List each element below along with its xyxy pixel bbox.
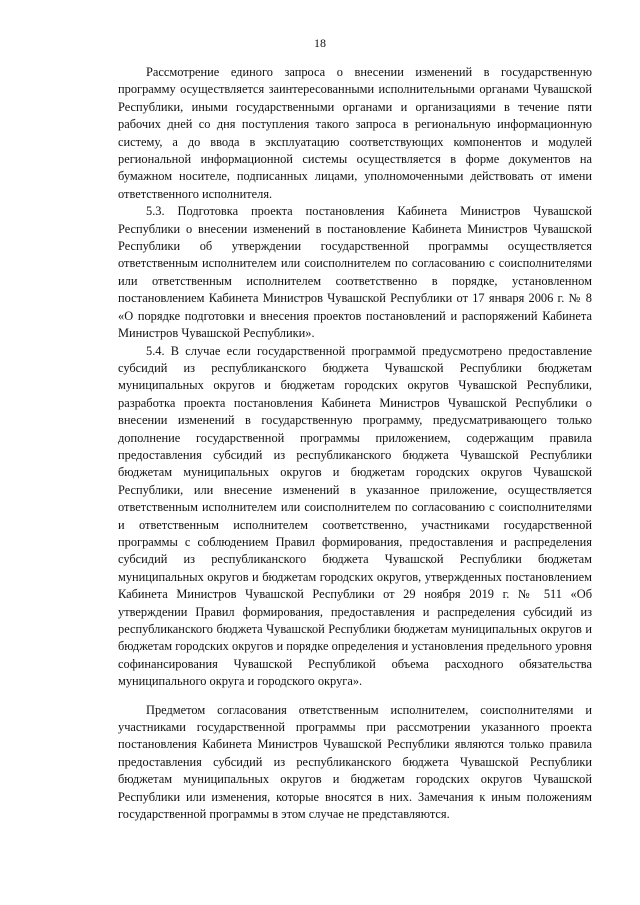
paragraph-query-review: Рассмотрение единого запроса о внесении изменений в государственную программу осуществляется заинтересованными исполнительными органами Чувашской Республики, иными государственными органами и организациями в течение пяти рабочих дней со дня поступления такого запроса в региональную информационную систему, а до ввода в эксплуатацию соответствующих компонентов и модулей региональной информационной системы осуществляется в форме документов на бумажном носителе, подписанных лицами, уполномоченными действовать от имени ответственного исполнителя.: [118, 65, 592, 201]
page-number: 18: [314, 36, 326, 50]
paragraph-5-3: 5.3. Подготовка проекта постановления Кабинета Министров Чувашской Республики о внесении изменений в постановление Кабинета Министров Чувашской Республики об утверждении государственной программы осуществляется ответственным исполнителем или соисполнителем по согласованию с соисполнителями или ответственным исполнителем соответственно в порядке, установленном постановлением Кабинета Министров Чувашской Республики от 17 января 2006 г. № 8 «О порядке подготовки и внесения проектов постановлений и распоряжений Кабинета Министров Чувашской Республики».: [118, 204, 592, 341]
document-body: [118, 64, 592, 823]
paragraph-5-4: 5.4. В случае если государственной программой предусмотрено предоставление субсидий из республиканского бюджета Чувашской Республики бюджетам муниципальных округов и бюджетам городских округов Чувашской Республики, разработка проекта постановления Кабинета Министров Чувашской Республики о внесении изменений в государственную программу, предусматривающего только дополнение государственной программы приложением, содержащим правила предоставления субсидий из республиканского бюджета Чувашской Республики бюджетам муниципальных округов и бюджетам городских округов Чувашской Республики, или внесение изменений в указанное приложение, осуществляется ответственным исполнителем или соисполнителем по согласованию с соисполнителями и ответственным исполнителем соответственно, участниками государственной программы с соблюдением Правил формирования, предоставления и распределения субсидий из республиканского бюджета Чувашской Республики бюджетам муниципальных округов и бюджетам городских округов, утвержденных постановлением Кабинета Министров Чувашской Республики от 29 ноября 2019 г. № 511 «Об утверждении Правил формирования, предоставления и распределения субсидий из республиканского бюджета Чувашской Республики бюджетам муниципальных округов и бюджетам городских округов и порядке определения и установления предельного уровня софинансирования Чувашской Республикой объема расходного обязательства муниципального округа и городского округа».: [118, 343, 592, 689]
paragraph-approval-subject: Предметом согласования ответственным исполнителем, соисполнителями и участниками государственной программы при рассмотрении указанного проекта постановления Кабинета Министров Чувашской Республики являются только правила предоставления субсидий из республиканского бюджета Чувашской Республики бюджетам муниципальных округов и бюджетам городских округов Чувашской Республики или изменения, которые вносятся в них. Замечания к иным положениям государственной программы в этом случае не представляются.: [118, 702, 592, 822]
